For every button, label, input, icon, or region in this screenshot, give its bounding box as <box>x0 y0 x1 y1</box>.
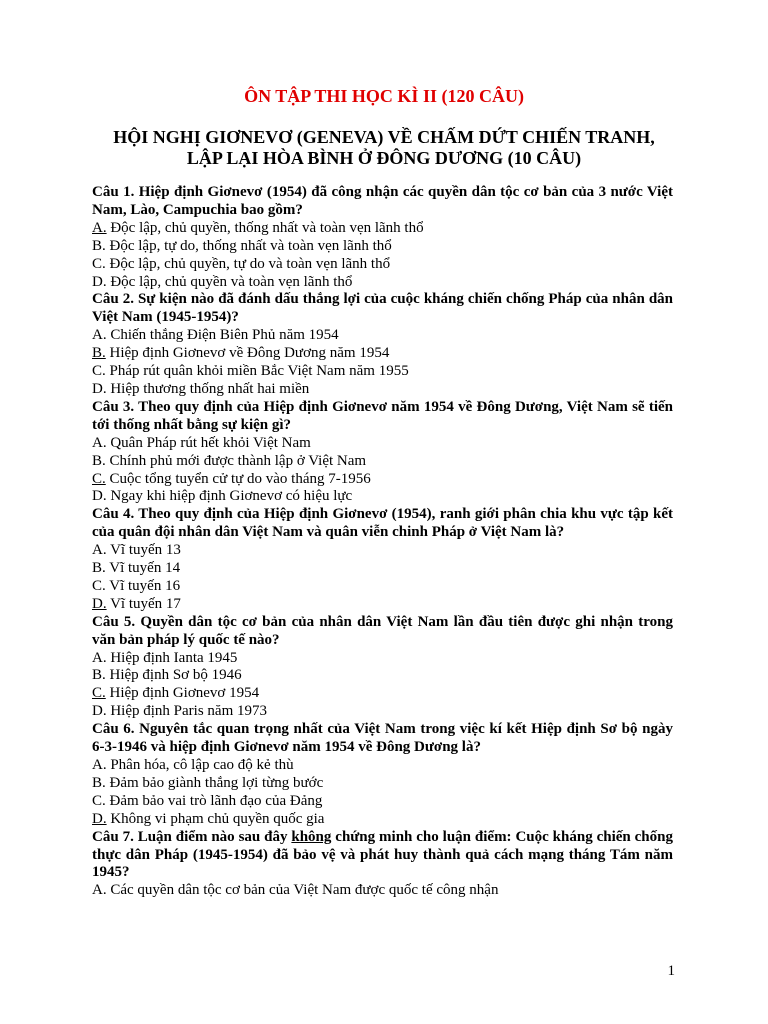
option-letter: B. <box>92 560 106 577</box>
question-7-option-a <box>92 882 673 900</box>
question-6-option-d <box>92 811 673 829</box>
option-letter: A. <box>92 219 107 236</box>
option-text: Chiến thắng Điện Biên Phủ năm 1954 <box>110 327 339 344</box>
option-text: Vĩ tuyến 17 <box>110 595 181 612</box>
option-text: Vĩ tuyến 14 <box>109 560 181 577</box>
question-list <box>92 184 673 900</box>
question-2-option-d <box>92 381 673 399</box>
question-2-stem: Câu 2. Sự kiện nào đã đánh dấu thắng lợi của cuộc kháng chiến chống Pháp của nhân dân Việt Nam (1945-1954)? <box>92 291 673 326</box>
question-1-option-b <box>92 238 673 256</box>
question-5-option-a <box>92 650 673 668</box>
option-text: Hiệp định Sơ bộ 1946 <box>109 667 242 684</box>
option-text: Độc lập, chủ quyền, tự do và toàn vẹn lãnh thổ <box>109 255 391 272</box>
option-text: Vĩ tuyến 13 <box>110 542 181 559</box>
option-text: Quân Pháp rút hết khỏi Việt Nam <box>110 434 311 451</box>
question-2-option-c <box>92 363 673 381</box>
question-3-option-b <box>92 453 673 471</box>
option-text: Hiệp định Giơnevơ 1954 <box>109 685 260 702</box>
question-2-option-a <box>92 327 673 345</box>
option-text: Không vi phạm chủ quyền quốc gia <box>110 810 325 827</box>
option-text: Hiệp định Paris năm 1973 <box>110 703 267 720</box>
option-letter: C. <box>92 470 106 487</box>
option-text: Chính phủ mới được thành lập ở Việt Nam <box>109 452 367 469</box>
question-5-option-d <box>92 703 673 721</box>
option-letter: C. <box>92 792 106 809</box>
option-text: Độc lập, tự do, thống nhất và toàn vẹn lãnh thổ <box>109 237 392 254</box>
option-text: Hiệp định Ianta 1945 <box>110 649 238 666</box>
option-letter: B. <box>92 452 106 469</box>
option-letter: C. <box>92 577 106 594</box>
option-text: Các quyền dân tộc cơ bản của Việt Nam được quốc tế công nhận <box>110 882 499 899</box>
question-3-option-d <box>92 488 673 506</box>
option-letter: B. <box>92 345 106 362</box>
question-5-option-c <box>92 685 673 703</box>
question-4-option-c <box>92 578 673 596</box>
option-text: Độc lập, chủ quyền và toàn vẹn lãnh thổ <box>110 273 353 290</box>
option-letter: D. <box>92 703 107 720</box>
question-5-option-b <box>92 667 673 685</box>
option-letter: D. <box>92 380 107 397</box>
option-letter: A. <box>92 327 107 344</box>
question-4-option-b <box>92 560 673 578</box>
option-letter: D. <box>92 273 107 290</box>
option-text: Pháp rút quân khỏi miền Bắc Việt Nam năm 1955 <box>109 363 409 380</box>
question-4-option-d <box>92 596 673 614</box>
option-text: Đảm bảo vai trò lãnh đạo của Đảng <box>109 792 323 809</box>
question-6-option-a <box>92 757 673 775</box>
question-7-stem-emphasis: không <box>291 828 332 845</box>
option-letter: A. <box>92 649 107 666</box>
question-1-option-a <box>92 220 673 238</box>
question-6-stem: Câu 6. Nguyên tắc quan trọng nhất của Việt Nam trong việc kí kết Hiệp định Sơ bộ ngày 6-3-1946 và hiệp định Giơnevơ năm 1954 về Đông Dương là? <box>92 721 673 756</box>
question-7-stem-start: Câu 7. Luận điểm nào sau đây <box>92 828 292 845</box>
option-letter: C. <box>92 255 106 272</box>
option-letter: A. <box>92 757 107 773</box>
option-text: Độc lập, chủ quyền, thống nhất và toàn vẹn lãnh thổ <box>110 219 424 236</box>
option-letter: A. <box>92 434 107 451</box>
option-letter: C. <box>92 685 106 702</box>
question-6-option-c <box>92 793 673 811</box>
option-letter: A. <box>92 882 107 899</box>
option-letter: B. <box>92 774 106 791</box>
option-text: Vĩ tuyến 16 <box>109 577 181 594</box>
option-letter: C. <box>92 363 106 380</box>
question-1-option-c <box>92 256 673 274</box>
option-letter: B. <box>92 667 106 684</box>
document-title: ÔN TẬP THI HỌC KÌ II (120 CÂU) <box>244 86 524 106</box>
question-5-stem: Câu 5. Quyền dân tộc cơ bản của nhân dân Việt Nam lần đầu tiên được ghi nhận trong văn bản pháp lý quốc tế nào? <box>92 613 673 648</box>
section-title <box>0 127 768 169</box>
section-title-line-1: HỘI NGHỊ GIƠNEVƠ (GENEVA) VỀ CHẤM DỨT CHIẾN TRANH, <box>113 127 655 147</box>
question-2-option-b <box>92 345 673 363</box>
question-6-option-b <box>92 775 673 793</box>
question-4-option-a <box>92 542 673 560</box>
section-title-line-2: LẬP LẠI HÒA BÌNH Ở ĐÔNG DƯƠNG (10 CÂU) <box>186 148 582 168</box>
option-text: Hiệp thương thống nhất hai miền <box>110 380 310 397</box>
question-4-stem: Câu 4. Theo quy định của Hiệp định Giơnevơ (1954), ranh giới phân chia khu vực tập kết của quân đội nhân dân Việt Nam và quân viễn chinh Pháp ở Việt Nam là? <box>92 506 673 541</box>
question-3-stem: Câu 3. Theo quy định của Hiệp định Giơnevơ năm 1954 về Đông Dương, Việt Nam sẽ tiến tới thống nhất bằng sự kiện gì? <box>92 398 673 433</box>
option-text: Đảm bảo giành thắng lợi từng bước <box>109 774 324 791</box>
option-text: Phân hóa, cô lập cao độ kẻ thù <box>110 757 294 773</box>
question-1-stem: Câu 1. Hiệp định Giơnevơ (1954) đã công nhận các quyền dân tộc cơ bản của 3 nước Việt Nam, Lào, Campuchia bao gồm? <box>92 184 673 218</box>
question-3-option-c <box>92 471 673 489</box>
option-letter: D. <box>92 488 107 505</box>
option-letter: A. <box>92 542 107 559</box>
question-3-option-a <box>92 435 673 453</box>
question-7-stem <box>92 829 673 883</box>
option-letter: D. <box>92 595 107 612</box>
question-7-stem-end: chứng minh cho luận điểm: Cuộc kháng chiến chống thực dân Pháp (1945-1954) đã bảo vệ và phát huy thành quả cách mạng tháng Tám năm 1945? <box>92 828 673 881</box>
option-text: Ngay khi hiệp định Giơnevơ có hiệu lực <box>110 488 353 505</box>
option-letter: D. <box>92 810 107 827</box>
question-1-option-d <box>92 274 673 292</box>
option-text: Cuộc tổng tuyển cử tự do vào tháng 7-1956 <box>109 470 371 487</box>
option-letter: B. <box>92 237 106 254</box>
option-text: Hiệp định Giơnevơ về Đông Dương năm 1954 <box>109 345 390 362</box>
page-number: 1 <box>667 963 675 979</box>
